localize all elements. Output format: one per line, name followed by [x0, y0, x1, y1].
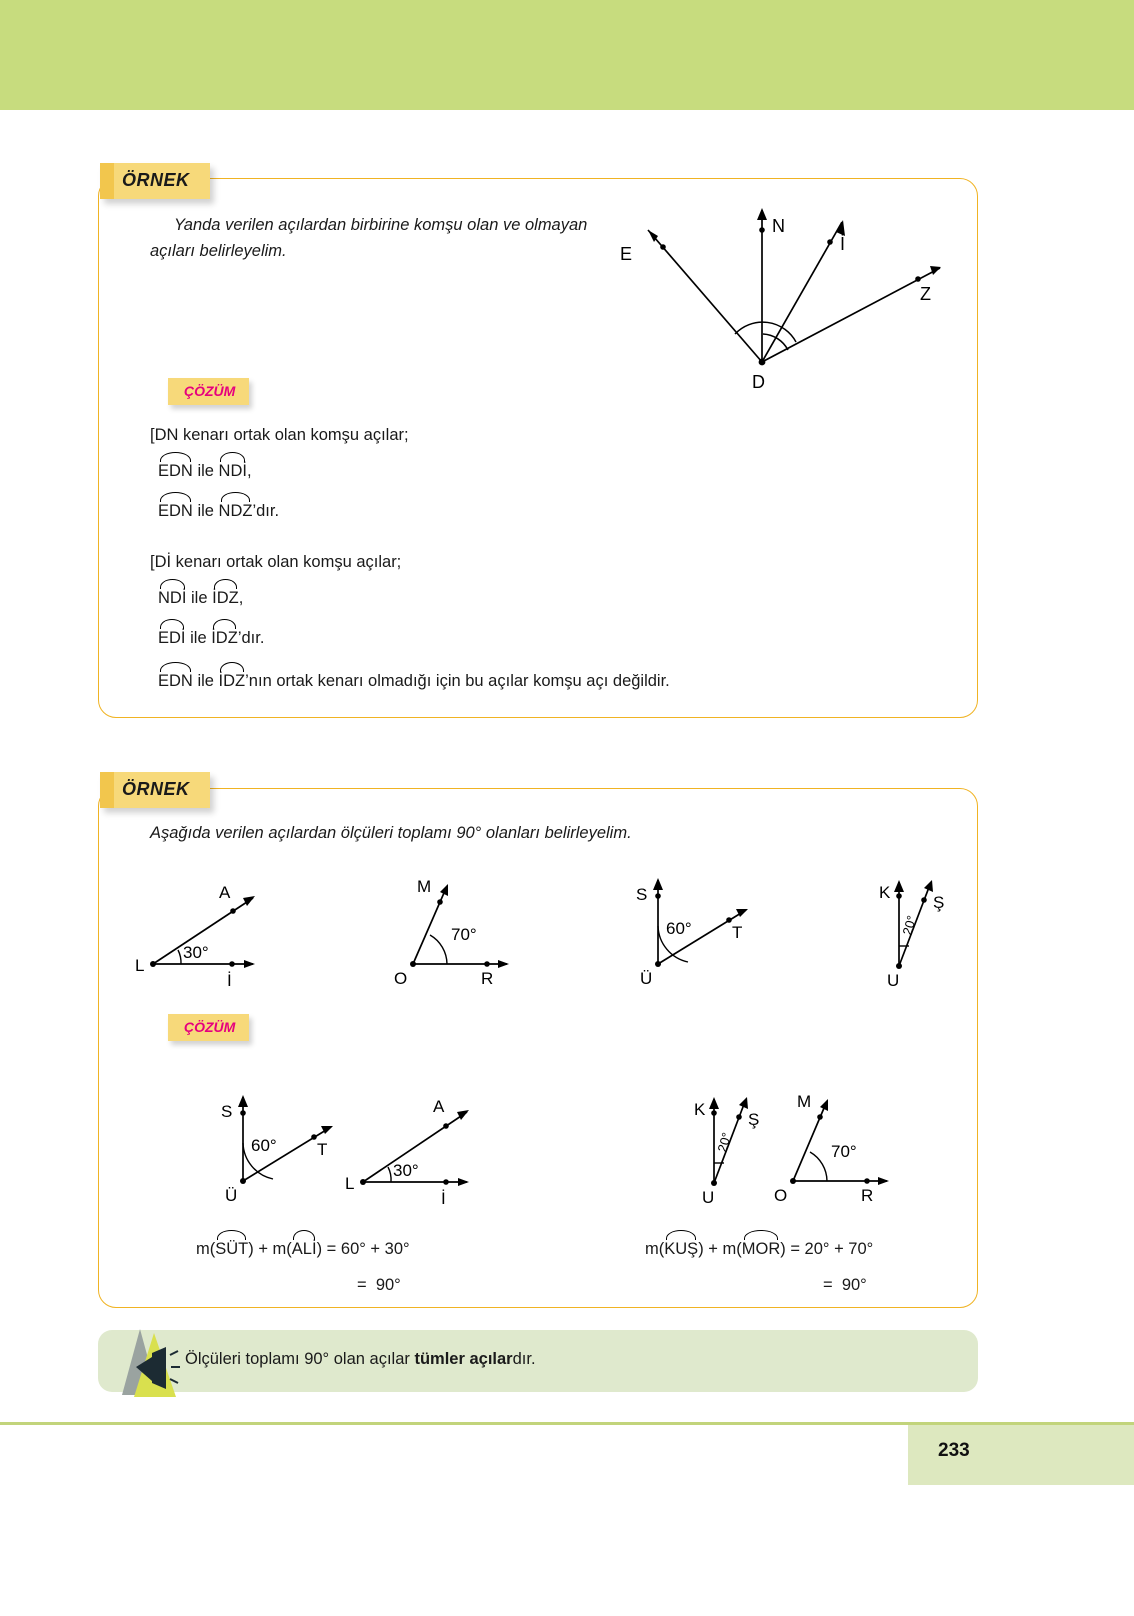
- angle-notation: EDİ: [158, 625, 186, 649]
- angle-notation: İDZ: [219, 668, 246, 692]
- figure-angle-value: 70°: [831, 1142, 857, 1161]
- angle-notation: NDİ: [158, 585, 186, 609]
- figure-label-ray2: T: [317, 1140, 328, 1159]
- figure-angle-value: 20°: [899, 913, 920, 937]
- angle-notation: EDN: [158, 498, 193, 522]
- solution1-line-3: [158, 498, 279, 522]
- figure-given-4-KUS: [865, 868, 975, 993]
- example-1-prompt: Yanda verilen açılardan birbirine komşu olan ve olmayan açıları belirleyelim.: [150, 216, 592, 260]
- figure-angle-value: 30°: [393, 1161, 419, 1180]
- eq-suffix: ) =: [780, 1240, 800, 1258]
- eq-result-value: 90°: [841, 1276, 867, 1294]
- info-text-bold: tümler açılar: [414, 1350, 513, 1368]
- example-2-solution-tag: ÇÖZÜM: [168, 1014, 249, 1041]
- line-tail: ’dır.: [237, 629, 265, 647]
- figure-label-ray1: A: [219, 883, 231, 902]
- angle-notation: SÜT: [215, 1236, 248, 1260]
- figure-label-vertex: Ü: [640, 969, 653, 988]
- figure1-label-I: İ: [840, 234, 846, 254]
- figure-label-ray1: S: [221, 1102, 233, 1121]
- equation-right: [645, 1236, 873, 1260]
- angle-notation: İDZ: [211, 625, 238, 649]
- solution1-line-5: [158, 585, 243, 609]
- figure-label-ray1: M: [417, 877, 432, 896]
- line-tail: ,: [238, 589, 244, 607]
- figure-label-ray1: S: [636, 885, 648, 904]
- figure-angle-value: 70°: [451, 925, 477, 944]
- figure-label-ray2: R: [481, 969, 494, 988]
- solution1-line-1: [DN kenarı ortak olan komşu açılar;: [150, 426, 409, 444]
- figure-label-vertex: U: [887, 971, 900, 990]
- equation-left-result: [357, 1274, 401, 1296]
- figure1-label-N: N: [772, 216, 785, 236]
- eq-prefix: m(: [645, 1240, 665, 1258]
- angle-notation: NDİ: [219, 458, 247, 482]
- example-1-solution-tag: ÇÖZÜM: [168, 378, 249, 405]
- solution1-line-2: [158, 458, 252, 482]
- figure-angle-value: 60°: [666, 919, 692, 938]
- figure-angle-D: [600, 190, 940, 395]
- angle-notation: NDZ: [219, 498, 253, 522]
- figure-solution-4-MOR: [765, 1085, 905, 1210]
- eq-prefix: m(: [196, 1240, 216, 1258]
- figure-solution-2-ALI: [345, 1090, 490, 1210]
- figure-label-vertex: U: [702, 1188, 715, 1207]
- conjunction: ile: [197, 462, 214, 480]
- eq-result-sign: =: [357, 1276, 367, 1294]
- figure-angle-value: 20°: [714, 1130, 735, 1154]
- conjunction: ile: [190, 629, 207, 647]
- angle-notation: EDN: [158, 668, 193, 692]
- figure1-label-D: D: [752, 372, 765, 392]
- eq-result-sign: =: [823, 1276, 833, 1294]
- figure-angle-value: 60°: [251, 1136, 277, 1155]
- figure-label-vertex: O: [774, 1186, 788, 1205]
- eq-result-value: 90°: [375, 1276, 401, 1294]
- figure-label-vertex: O: [394, 969, 408, 988]
- conjunction: ile: [197, 672, 214, 690]
- figure-label-ray1: K: [694, 1100, 706, 1119]
- solution1-line-7: [158, 668, 670, 692]
- figure-label-ray2: Ş: [933, 893, 945, 912]
- figure-given-2-MOR: [385, 872, 525, 992]
- angle-notation: KUŞ: [664, 1236, 698, 1260]
- figure1-label-Z: Z: [920, 284, 931, 304]
- figure-label-ray2: İ: [441, 1189, 446, 1208]
- eq-rhs: 20° + 70°: [804, 1240, 874, 1258]
- figure-label-ray1: M: [797, 1092, 812, 1111]
- figure-given-3-SUT: [630, 868, 770, 993]
- line-tail: ’dır.: [252, 502, 280, 520]
- eq-mid: ) + m(: [698, 1240, 742, 1258]
- conjunction: ile: [197, 502, 214, 520]
- angle-notation: ALİ: [292, 1236, 317, 1260]
- equation-right-result: [823, 1274, 867, 1296]
- solution1-line-6: [158, 625, 264, 649]
- angle-notation: İDZ: [212, 585, 239, 609]
- figure-label-vertex: L: [135, 956, 145, 975]
- figure-label-ray2: İ: [227, 971, 232, 990]
- angle-notation: MOR: [742, 1236, 781, 1260]
- figure-label-vertex: Ü: [225, 1186, 238, 1205]
- solution1-line-4: [Dİ kenarı ortak olan komşu açılar;: [150, 553, 402, 571]
- top-green-banner: [0, 0, 1134, 110]
- info-note-text: [185, 1350, 536, 1369]
- figure-solution-1-SUT: [215, 1085, 355, 1210]
- figure1-label-E: E: [620, 244, 633, 264]
- figure-label-ray1: K: [879, 883, 891, 902]
- example-1-tag: ÖRNEK: [100, 163, 210, 199]
- figure-label-vertex: L: [345, 1174, 355, 1193]
- angle-notation: EDN: [158, 458, 193, 482]
- figure-label-ray2: Ş: [748, 1110, 760, 1129]
- eq-suffix: ) =: [316, 1240, 337, 1258]
- conjunction: ile: [191, 589, 208, 607]
- figure-given-1-ALI: [135, 872, 275, 992]
- figure-angle-value: 30°: [183, 943, 209, 962]
- example-2-prompt: Aşağıda verilen açılardan ölçüleri toplamı 90° olanları belirleyelim.: [150, 824, 632, 842]
- line-tail: ,: [246, 462, 252, 480]
- eq-rhs: 60° + 30°: [340, 1240, 410, 1258]
- page-number: 233: [938, 1440, 970, 1461]
- eq-mid: ) + m(: [248, 1240, 292, 1258]
- line-tail: ’nın ortak kenarı olmadığı için bu açılar komşu açı değildir.: [245, 672, 670, 690]
- figure-label-ray2: T: [732, 923, 743, 942]
- info-text-before: Ölçüleri toplamı 90° olan açılar: [185, 1350, 415, 1368]
- figure-label-ray1: A: [433, 1097, 445, 1116]
- equation-left: [196, 1236, 410, 1260]
- megaphone-icon: [100, 1323, 196, 1403]
- info-text-after: dır.: [512, 1350, 536, 1368]
- figure-label-ray2: R: [861, 1186, 874, 1205]
- example-2-tag: ÖRNEK: [100, 772, 210, 808]
